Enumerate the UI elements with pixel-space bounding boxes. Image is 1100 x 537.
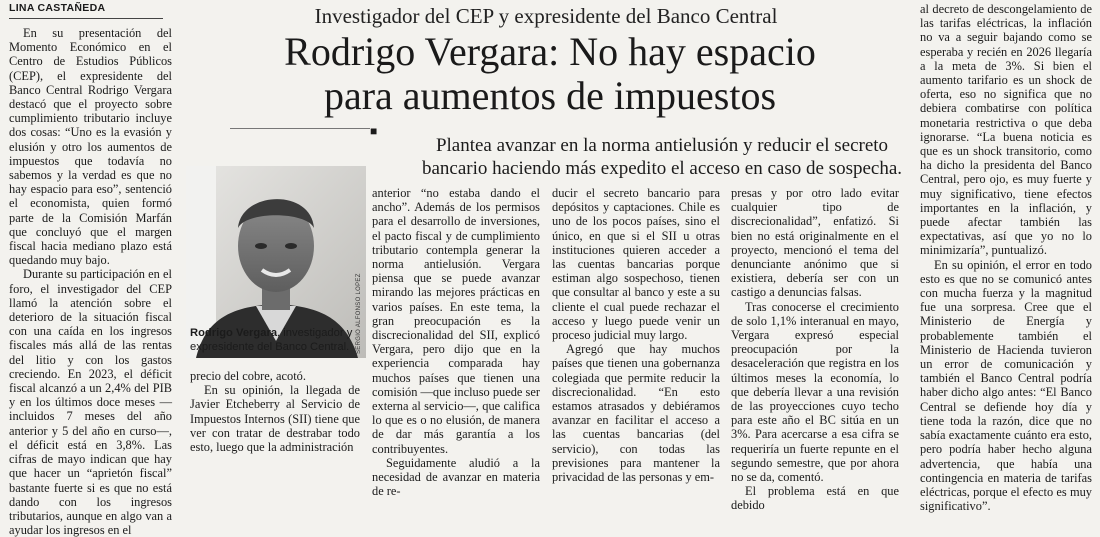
paragraph: precio del cobre, acotó. [190, 369, 306, 383]
paragraph: Agregó que hay muchos países que tienen una gobernanza colegiada que permite reducir la discrecionalidad. “En esto estamos atrasados y debiéramos avanzar en facilitar el acceso a las cuentas bancarias (del servicio), con todas las previsiones para mantener la privacidad de las personas y em- [552, 342, 720, 485]
paragraph: presas y por otro lado evitar cualquier tipo de discrecionalidad”, enfatizó. Si bien no está originalmente en el proyecto, mencionó el tema del denunciante anónimo que si existiera, debería ser con un castigo a denuncias falsas. [731, 186, 899, 300]
paragraph: ducir el secreto bancario para depósitos y captaciones. Chile es uno de los pocos países, sino el único, en que si el SII u otras instituciones quieren acceder a las cuentas bancarias porque estiman algo sospechoso, tienen que consultar al banco y este a su cliente el cual puede rechazar el acceso y luego puede venir un proceso judicial muy largo. [552, 186, 720, 343]
paragraph: El problema está en que debido [731, 484, 899, 513]
subtitle-line-2: bancario haciendo más expedito el acceso en caso de sospecha. [421, 158, 903, 179]
subtitle [392, 134, 932, 180]
paragraph: Seguidamente aludió a la necesidad de avanzar en materia de re- [372, 455, 540, 499]
subtitle-rule [230, 128, 370, 129]
paragraph: al decreto de descongelamiento de las tarifas eléctricas, la inflación no va a seguir bajando como se esperaba y recién en 2026 llegaría a la meta de 3%. Si bien el aumento tarifario es un shock de oferta, eso no significa que no debiera combatirse con política monetaria restrictiva o que deba ignorarse. “La buena noticia es que es un shock transitorio, como ha dicho la presidenta del Banco Central, pero ojo, es muy fuerte y muy significativo, tiene efectos importantes en la inflación, y puede afectar también las expectativas, así que yo no lo minimizaría”, puntualizó. [920, 2, 1092, 258]
paragraph: En su opinión, el error en todo esto es que no se comunicó antes con mucha fuerza y la magnitud fue una sorpresa. Cree que el Ministerio de Energía y probablemente también el Ministerio de Hacienda tuvieron un error de comunicación y también el Banco Central podría haber dicho algo antes: “El Banco Central se defiende hoy día y tiene toda la razón, dice que no sabía exactamente cuánto era esto, pero podría haber hecho alguna advertencia, que había una contingencia en materia de tarifas eléctricas, porque el efecto es muy significativo”. [920, 257, 1092, 514]
article-column-2 [190, 369, 360, 464]
caption-name: Rodrigo Vergara [190, 327, 278, 339]
paragraph: anterior “no estaba dando el ancho”. Además de los permisos para el desarrollo de inversiones, el pacto fiscal y de cumplimiento tributario contempla generar la norma antielusión. Vergara piensa que se puede avanzar mirando las mejores prácticas en varios países. En este tema, la gran preocupación es la discrecionalidad del SII, explicó Vergara, pero dijo que en la experiencia comparada hay muchos países que tienen una comisión —que incluso puede ser externa al servicio—, que califica lo que es o no elusión, de manera de dar más garantía a los contribuyentes. [372, 186, 540, 456]
caption-text: , investigador y expresidente del Banco Central. [190, 327, 353, 353]
article-column-4 [552, 186, 720, 485]
headline-line-1: Rodrigo Vergara: No hay espacio [284, 29, 816, 74]
photo-credit: SERGIO ALFONSO LÓPEZ [356, 273, 362, 354]
subtitle-bullet-icon: ■ [370, 124, 378, 138]
headline [230, 30, 870, 118]
author-byline: LINA CASTAÑEDA [9, 2, 106, 14]
kicker: Investigador del CEP y expresidente del Banco Central [314, 4, 778, 28]
paragraph: En su opinión, la llegada de Javier Etcheberry al Servicio de Impuestos Internos (SII) tiene que ver con tratar de destrabar todo esto, luego que la administración [190, 383, 360, 455]
photo-caption [190, 326, 366, 354]
paragraph: Tras conocerse el crecimiento de solo 1,1% interanual en mayo, Vergara expresó especial preocupación por la desaceleración que registra en los últimos meses la economía, lo que debería llevar a una revisión de las proyecciones cuyo techo para este año el BC sitúa en un 3%. Para acercarse a esa cifra se requeriría un fuerte repunte en el segundo semestre, que por ahora no se da, comentó. [731, 299, 899, 485]
article-column-5 [731, 186, 899, 513]
paragraph: Durante su participación en el foro, el investigador del CEP llamó la atención sobre el deterioro de la situación fiscal con una caída en los ingresos fiscales más allá de las rentas del litio y con los gastos creciendo. En 2023, el déficit fiscal alcanzó a un 2,4% del PIB y en los últimos doce meses —incluidos 7 meses del año anterior y 5 del año en curso—, el déficit está en 3,8%. Las cifras de mayo indican que hay que hacer un “aprietón fiscal” bastante fuerte si es que no está dando con los ingresos tributarios, aunque en algo van a ayudar los ingresos en el [9, 267, 172, 537]
paragraph: En su presentación del Momento Económico en el Centro de Estudios Públicos (CEP), el expresidente del Banco Central Rodrigo Vergara destacó que el proyecto sobre cumplimiento tributario incluye dos cosas: “Uno es la evasión y elusión y otro los aumentos de impuestos que todavía no sabemos y la verdad es que no hay espacio para eso”, sentenció el economista, quien formó parte de la Comisión Marfán que concluyó que el margen fiscal hacia mediano plazo está quedando muy bajo. [9, 26, 172, 268]
headline-line-2: para aumentos de impuestos [323, 73, 777, 118]
article-column-6 [920, 2, 1092, 514]
byline-rule [9, 18, 163, 19]
subtitle-line-1: Plantea avanzar en la norma antielusión y reducir el secreto [435, 135, 889, 156]
article-column-3 [372, 186, 540, 499]
article-column-1 [9, 26, 172, 537]
